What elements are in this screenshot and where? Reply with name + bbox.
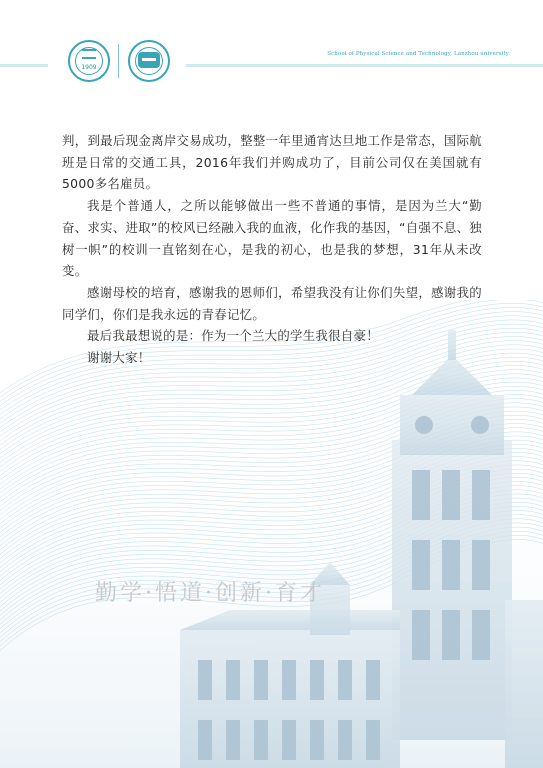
university-emblem-icon [68,40,110,82]
paragraph-continuation: 判，到最后现金离岸交易成功，整整一年里通宵达旦地工作是常态，国际航班是日常的交通工具，2016年我们并购成功了，目前公司仅在美国就有5000多名雇员。 [62,133,482,192]
header-divider [118,44,119,78]
school-emblem-icon [128,40,170,82]
school-motto: 勤学·悟道·创新·育才 [95,581,325,606]
emblem-year: 1909 [81,64,97,71]
paragraph-closing: 谢谢大家！ [87,350,151,366]
decorative-background [0,300,543,768]
paragraph-pride: 最后我最想说的是：作为一个兰大的学生我很自豪！ [87,328,379,344]
paragraph-thanks: 感谢母校的培育，感谢我的恩师们，希望我没有让你们失望，感谢我的同学们，你们是我永远的青春记忆。 [62,284,482,322]
paragraph-school-spirit: 我是个普通人，之所以能够做出一些不普通的事情，是因为兰大“勤奋、求实、进取”的校风已经融入我的血液，化作我的基因，“自强不息、独树一帜”的校训一直铭刻在心，是我的初心，也是我的梦想，31年从未改变。 [62,198,482,279]
page-header [0,0,543,90]
header-rule-left [0,64,48,67]
header-caption: School of Physical Science and Technology, Lanzhou university [327,51,509,57]
header-rule-right [186,64,543,67]
body-text [62,130,482,369]
